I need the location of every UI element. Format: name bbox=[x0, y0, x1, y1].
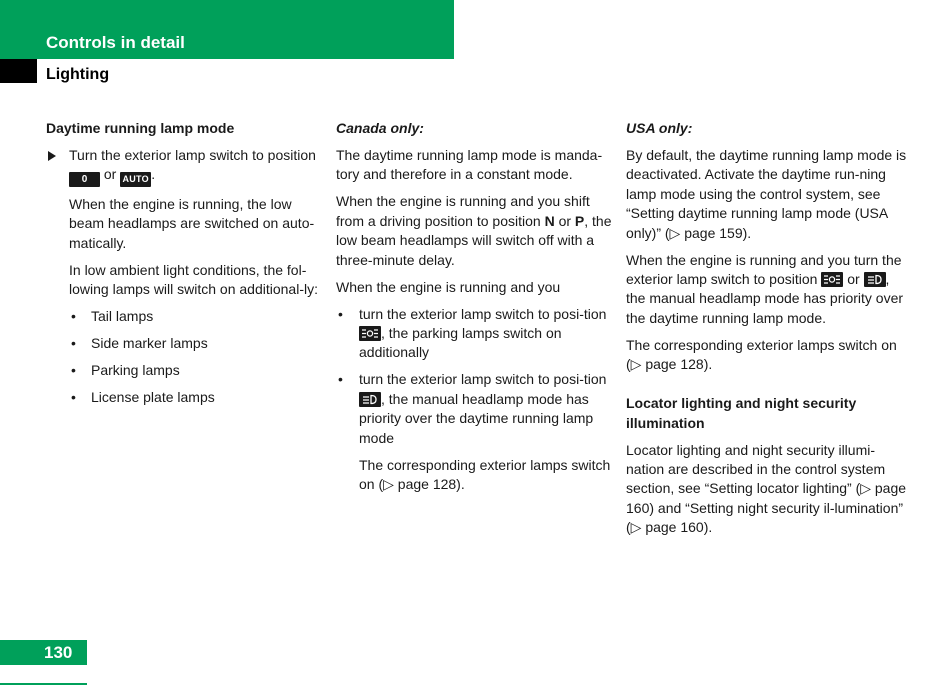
paragraph: In low ambient light conditions, the fol-lowing lamps will switch on additional-ly: bbox=[69, 261, 318, 298]
paragraph: When the engine is running, the low beam headlamps are switched on auto-matically. bbox=[69, 196, 315, 251]
list-item: • License plate lamps bbox=[71, 389, 215, 406]
paragraph: The corresponding exterior lamps switch on (▷ page 128). bbox=[359, 456, 611, 493]
page-number: 130 bbox=[44, 643, 73, 662]
header-marker bbox=[0, 59, 37, 83]
subsection-title: Lighting bbox=[46, 66, 110, 83]
column-3 bbox=[626, 119, 908, 545]
section-title: Controls in detail bbox=[46, 33, 185, 52]
arrow-right-icon bbox=[48, 151, 56, 161]
list-item: • Parking lamps bbox=[71, 362, 180, 379]
list-item: • Side marker lamps bbox=[71, 335, 208, 352]
heading-usa: USA only: bbox=[626, 120, 693, 136]
column-2 bbox=[336, 119, 614, 502]
paragraph: Locator lighting and night security illumi-nation are described in the control system section, see “Setting locator lighting” (▷ page 160) and “Setting night security il-lumination” (▷ page 160). bbox=[626, 441, 907, 536]
low-beam-icon bbox=[359, 392, 381, 407]
paragraph: By default, the daytime running lamp mode is deactivated. Activate the daytime run-ning lamp mode using the control system, see “Setting daytime running lamp mode (USA only)” (▷ page 159). bbox=[626, 147, 907, 241]
switch-zero-icon: 0 bbox=[69, 172, 100, 187]
step-instruction: Turn the exterior lamp switch to position 0 or AUTO . bbox=[46, 146, 324, 187]
list-item: • Tail lamps bbox=[71, 308, 154, 325]
paragraph: The corresponding exterior lamps switch on (▷ page 128). bbox=[626, 336, 897, 373]
paragraph: The daytime running lamp mode is manda-tory and therefore in a constant mode. bbox=[336, 147, 603, 183]
list-item: • turn the exterior lamp switch to posi-tion , the manual headlamp mode has priority over the daytime running lamp mode bbox=[338, 371, 607, 446]
heading-canada: Canada only: bbox=[336, 120, 424, 136]
paragraph: When the engine is running and you bbox=[336, 278, 561, 295]
heading-daytime: Daytime running lamp mode bbox=[46, 120, 235, 136]
low-beam-icon bbox=[864, 272, 886, 287]
column-1 bbox=[46, 119, 324, 415]
switch-auto-icon: AUTO bbox=[120, 172, 151, 187]
paragraph: When the engine is running and you turn the exterior lamp switch to position or , the manual headlamp mode has priority over the daytime running lamp mode. bbox=[626, 251, 904, 326]
paragraph: When the engine is running and you shift from a driving position to position N or P, the low beam headlamps will switch off with a three-minute delay. bbox=[336, 193, 612, 268]
list-item: • turn the exterior lamp switch to posi-tion , the parking lamps switch on additionally bbox=[338, 305, 607, 361]
parking-lamp-icon bbox=[359, 326, 381, 341]
parking-lamp-icon bbox=[821, 272, 843, 287]
heading-locator: Locator lighting and night security illumination bbox=[626, 395, 857, 431]
